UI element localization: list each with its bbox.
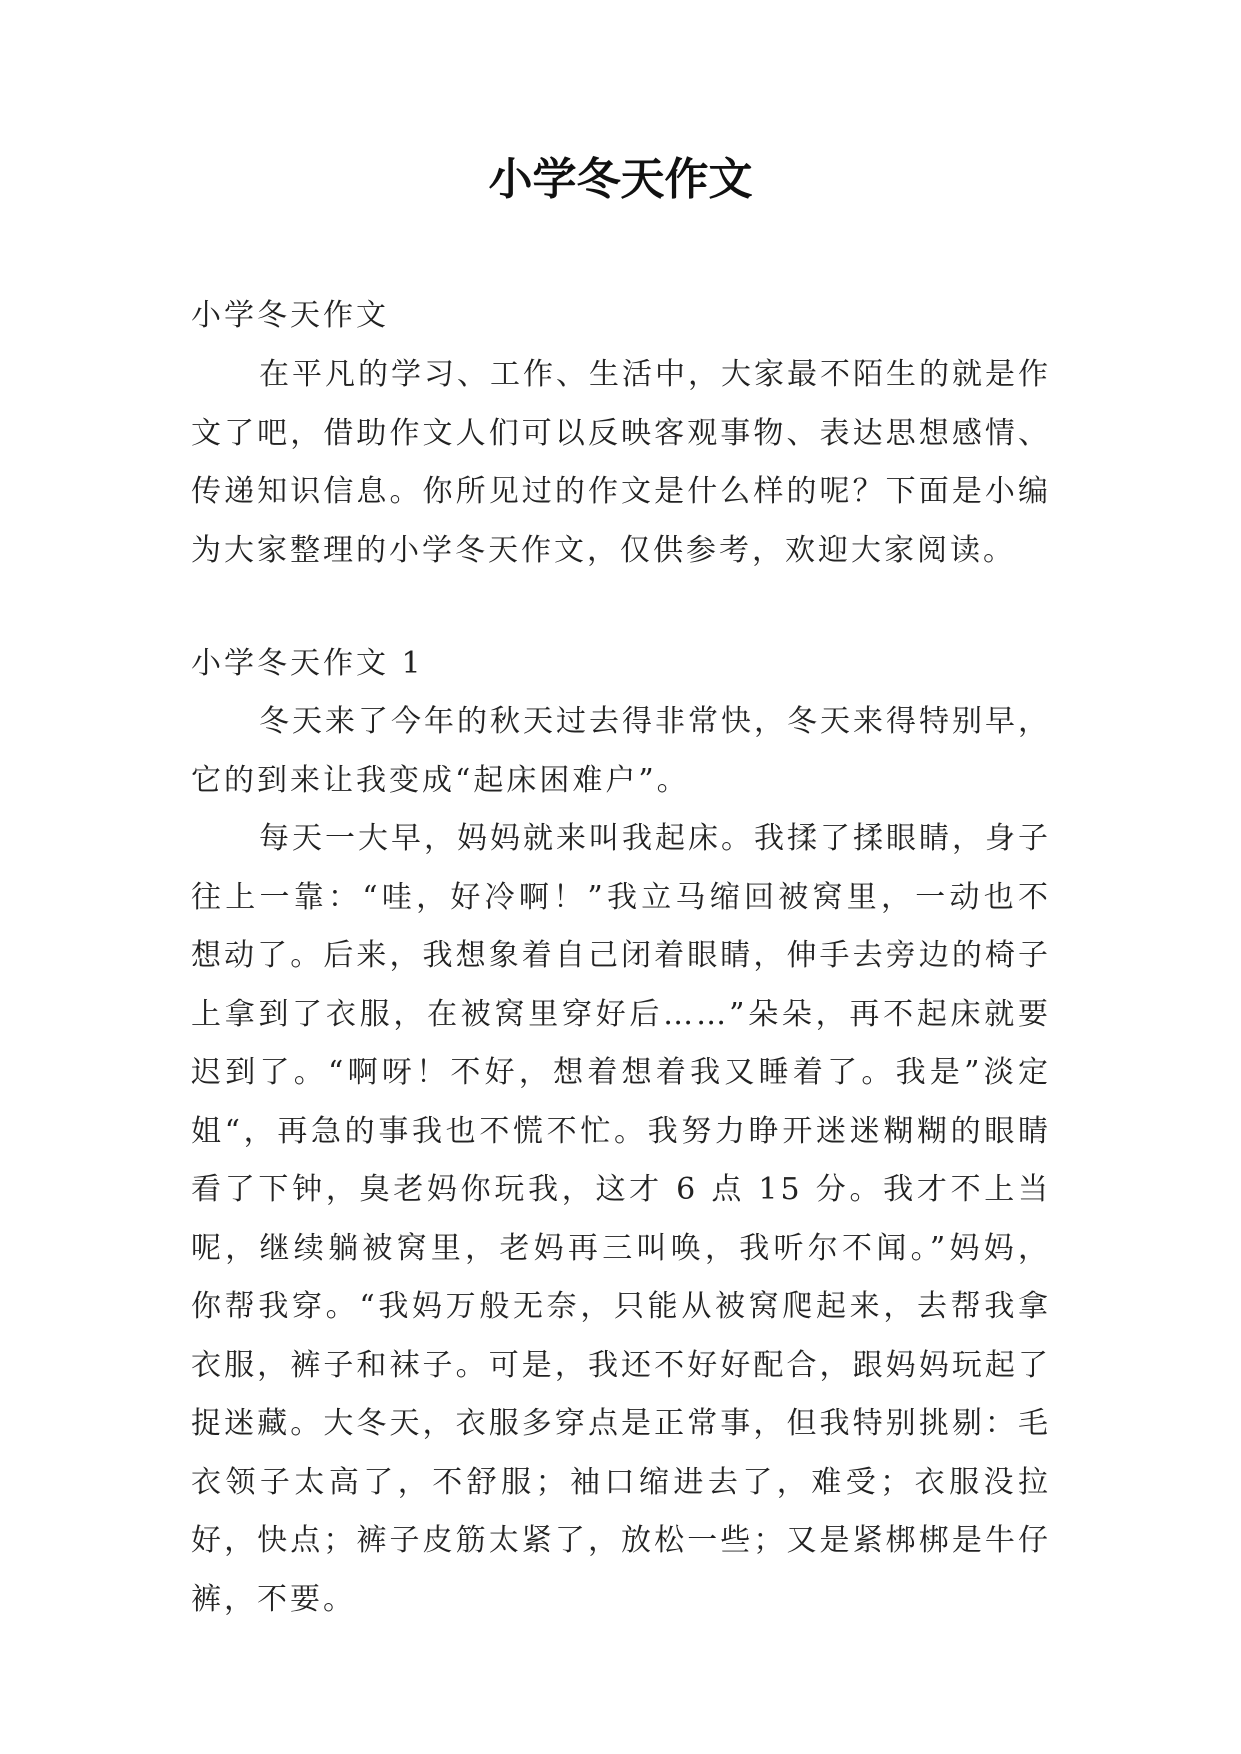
- document-subtitle: 小学冬天作文: [191, 298, 389, 333]
- intro-paragraph: 在平凡的学习、工作、生活中，大家最不陌生的就是作文了吧，借助作文人们可以反映客观事物、表达思想感情、传递知识信息。你所见过的作文是什么样的呢？下面是小编为大家整理的小学冬天作文，仅供参考，欢迎大家阅读。: [191, 357, 1051, 568]
- body-paragraph: 每天一大早，妈妈就来叫我起床。我揉了揉眼睛，身子往上一靠：“哇，好冷啊！”我立马缩回被窝里，一动也不想动了。后来，我想象着自己闭着眼睛，伸手去旁边的椅子上拿到了衣服，在被窝里穿好后……”朵朵，再不起床就要迟到了。“啊呀！不好，想着想着我又睡着了。我是”淡定姐“，再急的事我也不慌不忙。我努力睁开迷迷糊糊的眼睛看了下钟，臭老妈你玩我，这才 6 点 15 分。我才不上当呢，继续躺被窝里，老妈再三叫唤，我听尔不闻。”妈妈，你帮我穿。“我妈万般无奈，只能从被窝爬起来，去帮我拿衣服，裤子和袜子。可是，我还不好好配合，跟妈妈玩起了捉迷藏。大冬天，衣服多穿点是正常事，但我特别挑剔：毛衣领子太高了，不舒服；袖口缩进去了，难受；衣服没拉好，快点；裤子皮筋太紧了，放松一些；又是紧梆梆是牛仔裤，不要。: [191, 821, 1051, 1617]
- section-heading: 小学冬天作文 1: [191, 646, 424, 681]
- document-title: 小学冬天作文: [488, 154, 753, 205]
- body-paragraph: 冬天来了今年的秋天过去得非常快，冬天来得特别早，它的到来让我变成“起床困难户”。: [191, 704, 1051, 798]
